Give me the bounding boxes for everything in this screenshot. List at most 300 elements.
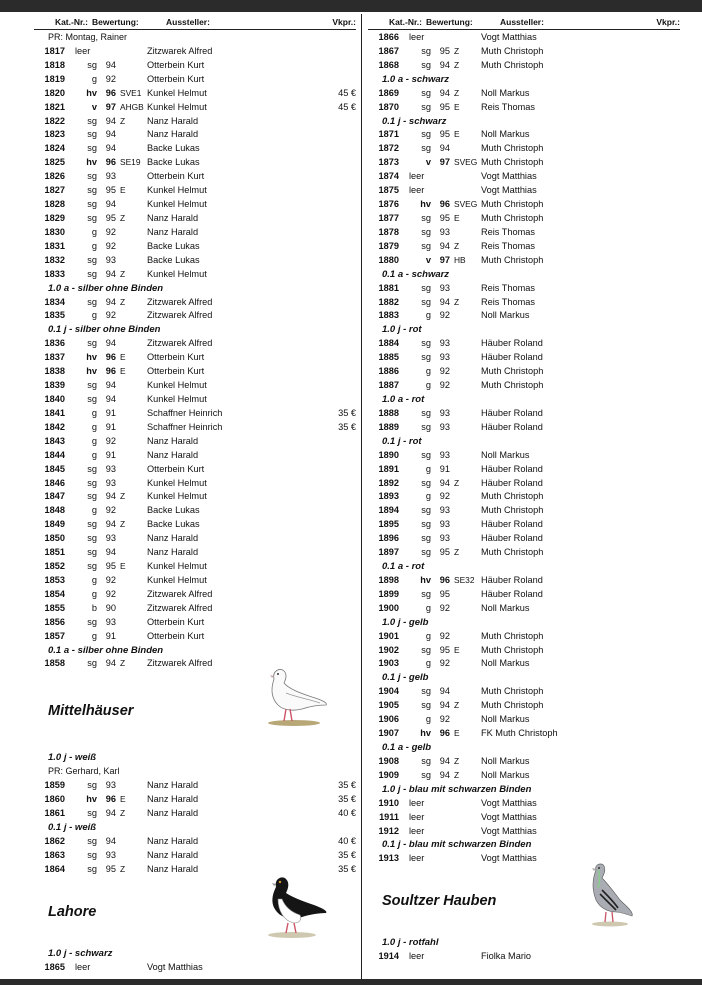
entry-price xyxy=(650,630,680,644)
entry-number: 1846 xyxy=(44,477,65,488)
breed-title: Soultzer Hauben xyxy=(382,893,497,910)
entry-exhibitor: Otterbein Kurt xyxy=(147,616,205,627)
entry-number: 1876 xyxy=(378,199,399,210)
entry-points: 92 xyxy=(105,435,116,446)
class-heading: 0.1 a - silber ohne Binden xyxy=(48,644,164,656)
entry-exhibitor: Backe Lukas xyxy=(147,519,200,530)
entry-points: 92 xyxy=(105,226,116,237)
entry-number: 1897 xyxy=(378,547,399,558)
entry-grade: g xyxy=(91,407,97,418)
entry-award: SVEG xyxy=(454,199,478,210)
entry-exhibitor: Muth Christoph xyxy=(481,505,544,516)
entry-price xyxy=(326,198,356,212)
entry-price xyxy=(650,87,680,101)
entry-row xyxy=(34,45,356,59)
entry-points: 95 xyxy=(105,185,116,196)
entry-points: 92 xyxy=(439,491,450,502)
entry-number: 1870 xyxy=(378,101,399,112)
entry-points: 94 xyxy=(439,755,450,766)
entry-exhibitor: Otterbein Kurt xyxy=(147,73,205,84)
entry-grade: sg xyxy=(421,588,431,599)
entry-grade: g xyxy=(91,505,97,516)
entry-number: 1898 xyxy=(378,574,399,585)
entry-price xyxy=(650,212,680,226)
entry-points: 93 xyxy=(105,254,116,265)
entry-points: 94 xyxy=(439,686,450,697)
entry-exhibitor: Kunkel Helmut xyxy=(147,380,207,391)
entry-number: 1852 xyxy=(44,561,65,572)
entry-points: 94 xyxy=(439,240,450,251)
entry-points: 92 xyxy=(105,310,116,321)
entry-grade: g xyxy=(91,240,97,251)
entry-number: 1861 xyxy=(44,808,65,819)
entry-row xyxy=(368,337,680,351)
entry-grade: g xyxy=(91,630,97,641)
entry-row xyxy=(34,115,356,129)
entry-award: Z xyxy=(454,769,460,780)
entry-number: 1831 xyxy=(44,240,65,251)
entry-exhibitor: Noll Markus xyxy=(481,602,530,613)
entry-exhibitor: Zitzwarek Alfred xyxy=(147,296,213,307)
entry-award: Z xyxy=(120,491,126,502)
entry-points xyxy=(431,170,450,184)
entry-price xyxy=(326,115,356,129)
entry-award xyxy=(450,950,481,964)
class-heading: 1.0 j - rotfahl xyxy=(382,937,439,949)
entry-price xyxy=(650,463,680,477)
entry-price xyxy=(650,240,680,254)
header-bew: Bewertung: xyxy=(92,17,139,27)
entry-award xyxy=(116,504,147,518)
entry-grade: hv xyxy=(86,794,97,805)
entry-row xyxy=(34,309,356,323)
entry-number: 1828 xyxy=(44,199,65,210)
entry-row xyxy=(34,630,356,644)
entry-grade: sg xyxy=(421,449,431,460)
entry-price xyxy=(650,546,680,560)
entry-number: 1830 xyxy=(44,226,65,237)
entry-exhibitor: Häuber Roland xyxy=(481,533,543,544)
entry-number: 1886 xyxy=(378,366,399,377)
entry-row xyxy=(368,184,680,198)
entry-price xyxy=(650,156,680,170)
entry-grade: sg xyxy=(87,380,97,391)
entry-grade: leer xyxy=(409,811,425,822)
entry-number: 1833 xyxy=(44,268,65,279)
entry-award: SVE1 xyxy=(120,87,142,98)
entry-exhibitor: Nanz Harald xyxy=(147,129,199,140)
entry-exhibitor: Muth Christoph xyxy=(481,491,544,502)
entry-row xyxy=(368,546,680,560)
entry-grade: g xyxy=(425,714,431,725)
entry-exhibitor: Muth Christoph xyxy=(481,700,544,711)
entry-exhibitor: Noll Markus xyxy=(481,129,530,140)
entry-points xyxy=(431,797,450,811)
entry-price xyxy=(326,240,356,254)
entry-grade: sg xyxy=(421,282,431,293)
entry-price: 35 € xyxy=(338,780,356,791)
entry-number: 1859 xyxy=(44,780,65,791)
entry-points: 95 xyxy=(439,45,450,56)
entry-grade: leer xyxy=(409,185,425,196)
entry-exhibitor: Reis Thomas xyxy=(481,101,535,112)
entry-exhibitor: Schaffner Heinrich xyxy=(147,407,223,418)
entry-exhibitor: Kunkel Helmut xyxy=(147,185,207,196)
entry-exhibitor: Backe Lukas xyxy=(147,254,200,265)
entry-price xyxy=(326,435,356,449)
entry-number: 1858 xyxy=(44,658,65,669)
entry-grade: sg xyxy=(421,533,431,544)
entry-price xyxy=(650,685,680,699)
entry-grade: hv xyxy=(420,728,431,739)
entry-grade: sg xyxy=(87,849,97,860)
entry-points: 92 xyxy=(439,658,450,669)
entry-price: 35 € xyxy=(338,407,356,418)
entry-exhibitor: Nanz Harald xyxy=(147,533,199,544)
entry-price xyxy=(650,532,680,546)
entry-exhibitor: Muth Christoph xyxy=(481,630,544,641)
entry-grade: sg xyxy=(87,863,97,874)
entry-price xyxy=(326,532,356,546)
entry-number: 1837 xyxy=(44,352,65,363)
entry-points: 93 xyxy=(105,780,116,791)
judge-line: PR: Montag, Rainer xyxy=(48,32,128,42)
entry-price xyxy=(326,657,356,671)
entry-number: 1869 xyxy=(378,87,399,98)
entry-number: 1880 xyxy=(378,254,399,265)
entry-grade: g xyxy=(91,574,97,585)
entry-price xyxy=(650,602,680,616)
entry-points: 96 xyxy=(439,199,450,210)
entry-price xyxy=(650,769,680,783)
class-heading: 1.0 j - schwarz xyxy=(48,947,113,959)
entry-award xyxy=(116,128,147,142)
entry-price xyxy=(326,142,356,156)
entry-award xyxy=(450,282,481,296)
entry-grade: sg xyxy=(87,658,97,669)
entry-number: 1840 xyxy=(44,393,65,404)
entry-row xyxy=(34,101,356,115)
entry-price xyxy=(326,128,356,142)
entry-row xyxy=(368,574,680,588)
entry-number: 1824 xyxy=(44,143,65,154)
entry-award xyxy=(450,421,481,435)
entry-award: Z xyxy=(454,547,460,558)
entry-points xyxy=(97,45,116,59)
entry-row xyxy=(368,59,680,73)
entry-number: 1875 xyxy=(378,185,399,196)
entry-exhibitor: Vogt Matthias xyxy=(481,185,537,196)
entry-number: 1842 xyxy=(44,421,65,432)
entry-row xyxy=(368,825,680,839)
class-heading: 0.1 j - gelb xyxy=(382,672,429,684)
entry-grade: g xyxy=(425,602,431,613)
entry-price: 35 € xyxy=(338,863,356,874)
entry-award xyxy=(116,379,147,393)
entry-row xyxy=(368,87,680,101)
entry-number: 1848 xyxy=(44,505,65,516)
entry-grade: sg xyxy=(87,561,97,572)
entry-number: 1827 xyxy=(44,185,65,196)
entry-award xyxy=(450,142,481,156)
entry-points: 92 xyxy=(439,714,450,725)
entry-points xyxy=(431,31,450,45)
entry-award xyxy=(116,73,147,87)
left-column xyxy=(34,15,356,975)
entry-price xyxy=(326,268,356,282)
entry-price xyxy=(650,574,680,588)
entry-grade: sg xyxy=(421,101,431,112)
class-heading: 0.1 j - rot xyxy=(382,435,422,447)
entry-grade: g xyxy=(425,366,431,377)
entry-grade: sg xyxy=(421,45,431,56)
column-header xyxy=(368,15,680,30)
entry-award xyxy=(450,602,481,616)
entry-number: 1851 xyxy=(44,547,65,558)
entry-points: 93 xyxy=(439,282,450,293)
entry-grade: sg xyxy=(87,296,97,307)
entry-number: 1843 xyxy=(44,435,65,446)
entry-number: 1901 xyxy=(378,630,399,641)
entry-number: 1839 xyxy=(44,380,65,391)
entry-number: 1910 xyxy=(378,797,399,808)
entry-award xyxy=(116,407,147,421)
entry-row xyxy=(34,184,356,198)
entry-exhibitor: Noll Markus xyxy=(481,449,530,460)
entry-award xyxy=(116,170,147,184)
entry-exhibitor: Muth Christoph xyxy=(481,143,544,154)
entry-points: 91 xyxy=(105,407,116,418)
entry-row xyxy=(34,807,356,821)
entry-grade: sg xyxy=(421,59,431,70)
entry-row xyxy=(368,532,680,546)
entry-price xyxy=(650,282,680,296)
entry-price xyxy=(326,254,356,268)
entry-points: 95 xyxy=(439,588,450,599)
breed-section xyxy=(34,877,356,947)
entry-award: SVEG xyxy=(454,157,478,168)
entry-points: 93 xyxy=(439,449,450,460)
entry-points: 95 xyxy=(105,863,116,874)
entry-points: 93 xyxy=(105,477,116,488)
entry-number: 1823 xyxy=(44,129,65,140)
entry-points: 94 xyxy=(105,59,116,70)
entry-price xyxy=(650,588,680,602)
entry-number: 1856 xyxy=(44,616,65,627)
entry-award xyxy=(116,198,147,212)
entry-price xyxy=(326,309,356,323)
entry-grade: g xyxy=(91,226,97,237)
entry-exhibitor: Häuber Roland xyxy=(481,463,543,474)
entry-number: 1819 xyxy=(44,73,65,84)
entry-row xyxy=(368,212,680,226)
judge-line: PR: Gerhard, Karl xyxy=(48,766,120,777)
entry-exhibitor: Nanz Harald xyxy=(147,808,199,819)
entry-exhibitor: Zitzwarek Alfred xyxy=(147,338,213,349)
entry-price xyxy=(650,170,680,184)
entry-row xyxy=(368,421,680,435)
right-column xyxy=(368,15,680,964)
entry-number: 1817 xyxy=(44,45,65,56)
entry-grade: sg xyxy=(87,477,97,488)
entry-award xyxy=(116,226,147,240)
entry-points: 93 xyxy=(439,226,450,237)
entry-price xyxy=(326,616,356,630)
entry-award xyxy=(450,588,481,602)
entry-number: 1832 xyxy=(44,254,65,265)
entry-price xyxy=(326,379,356,393)
entry-award xyxy=(116,337,147,351)
entry-row xyxy=(34,407,356,421)
entry-exhibitor: Reis Thomas xyxy=(481,240,535,251)
entry-row xyxy=(368,407,680,421)
entry-exhibitor: Kunkel Helmut xyxy=(147,393,207,404)
entry-grade: sg xyxy=(87,463,97,474)
entry-points xyxy=(431,811,450,825)
entry-price xyxy=(650,727,680,741)
entry-row xyxy=(368,490,680,504)
entry-price xyxy=(650,797,680,811)
entry-price xyxy=(650,644,680,658)
entry-number: 1850 xyxy=(44,533,65,544)
entry-grade: sg xyxy=(421,143,431,154)
entry-price xyxy=(326,518,356,532)
entry-number: 1884 xyxy=(378,338,399,349)
entry-row xyxy=(34,170,356,184)
entry-award xyxy=(450,532,481,546)
entry-number: 1902 xyxy=(378,644,399,655)
entry-award xyxy=(450,170,481,184)
entry-grade: sg xyxy=(87,533,97,544)
entry-points: 92 xyxy=(105,588,116,599)
entry-row xyxy=(34,198,356,212)
entry-exhibitor: Otterbein Kurt xyxy=(147,352,205,363)
entry-award xyxy=(116,961,147,975)
entry-number: 1894 xyxy=(378,505,399,516)
entry-price xyxy=(326,212,356,226)
entry-exhibitor: Vogt Matthias xyxy=(481,32,537,42)
entry-price xyxy=(326,546,356,560)
entry-grade: v xyxy=(425,254,431,265)
entry-exhibitor: Fiolka Mario xyxy=(481,951,532,962)
entry-grade: sg xyxy=(421,755,431,766)
entry-price xyxy=(650,518,680,532)
entry-points: 94 xyxy=(439,769,450,780)
entry-row xyxy=(368,644,680,658)
entry-number: 1865 xyxy=(44,961,65,972)
entry-award: Z xyxy=(454,59,460,70)
entry-row xyxy=(34,365,356,379)
entry-number: 1911 xyxy=(379,811,399,822)
entry-price xyxy=(326,463,356,477)
entry-price xyxy=(326,45,356,59)
header-kat: Kat.-Nr.: xyxy=(388,17,422,27)
entry-exhibitor: Zitzwarek Alfred xyxy=(147,45,213,56)
entry-exhibitor: Otterbein Kurt xyxy=(147,630,205,641)
entry-points: 97 xyxy=(439,254,450,265)
entry-grade: sg xyxy=(421,240,431,251)
entry-price xyxy=(650,365,680,379)
entry-exhibitor: Nanz Harald xyxy=(147,835,199,846)
entry-row xyxy=(34,449,356,463)
entry-points: 94 xyxy=(439,59,450,70)
entry-points: 95 xyxy=(439,212,450,223)
entry-award: Z xyxy=(454,477,460,488)
entry-row xyxy=(368,128,680,142)
entry-number: 1868 xyxy=(378,59,399,70)
entry-grade: sg xyxy=(87,254,97,265)
entry-exhibitor: Kunkel Helmut xyxy=(147,87,207,98)
entry-award: Z xyxy=(454,755,460,766)
entry-grade: sg xyxy=(87,808,97,819)
entry-price xyxy=(326,588,356,602)
entry-exhibitor: Muth Christoph xyxy=(481,686,544,697)
entry-row xyxy=(34,73,356,87)
entry-points: 90 xyxy=(105,602,116,613)
entry-exhibitor: FK Muth Christoph xyxy=(481,728,558,739)
entry-row xyxy=(34,128,356,142)
class-heading: 0.1 j - weiß xyxy=(48,822,97,834)
entry-number: 1872 xyxy=(378,143,399,154)
entry-award xyxy=(116,546,147,560)
entry-award: Z xyxy=(120,296,126,307)
entry-points: 96 xyxy=(105,794,116,805)
entry-number: 1847 xyxy=(44,491,65,502)
entry-award xyxy=(450,852,481,866)
entry-grade: leer xyxy=(409,797,425,808)
entry-award: Z xyxy=(120,268,126,279)
entry-points: 96 xyxy=(105,352,116,363)
entry-points: 96 xyxy=(439,574,450,585)
entry-exhibitor: Häuber Roland xyxy=(481,352,543,363)
entry-points: 94 xyxy=(105,199,116,210)
entry-points: 93 xyxy=(105,463,116,474)
entry-points: 95 xyxy=(439,547,450,558)
entry-row xyxy=(34,490,356,504)
entry-number: 1909 xyxy=(378,769,399,780)
entry-number: 1904 xyxy=(378,686,399,697)
entry-row xyxy=(34,602,356,616)
entry-grade: sg xyxy=(421,547,431,558)
entry-points xyxy=(431,184,450,198)
entry-price xyxy=(650,811,680,825)
entry-points: 92 xyxy=(439,310,450,321)
entry-price xyxy=(326,170,356,184)
entry-number: 1834 xyxy=(44,296,65,307)
entry-points: 93 xyxy=(439,338,450,349)
entry-award: E xyxy=(120,185,126,196)
entry-exhibitor: Kunkel Helmut xyxy=(147,268,207,279)
entry-grade: hv xyxy=(86,87,97,98)
entry-award xyxy=(450,811,481,825)
entry-exhibitor: Backe Lukas xyxy=(147,143,200,154)
entry-points: 94 xyxy=(105,115,116,126)
entry-award: Z xyxy=(454,700,460,711)
class-heading: 1.0 j - weiß xyxy=(48,752,97,764)
entry-exhibitor: Zitzwarek Alfred xyxy=(147,310,213,321)
entry-points: 96 xyxy=(105,366,116,377)
entry-points: 93 xyxy=(105,849,116,860)
entry-price xyxy=(650,379,680,393)
entry-points: 94 xyxy=(105,519,116,530)
entry-points: 94 xyxy=(439,700,450,711)
entry-row xyxy=(368,588,680,602)
entry-price xyxy=(326,490,356,504)
entry-grade: sg xyxy=(87,547,97,558)
entry-exhibitor: Muth Christoph xyxy=(481,59,544,70)
breed-title: Lahore xyxy=(48,903,97,920)
entry-exhibitor: Muth Christoph xyxy=(481,45,544,56)
